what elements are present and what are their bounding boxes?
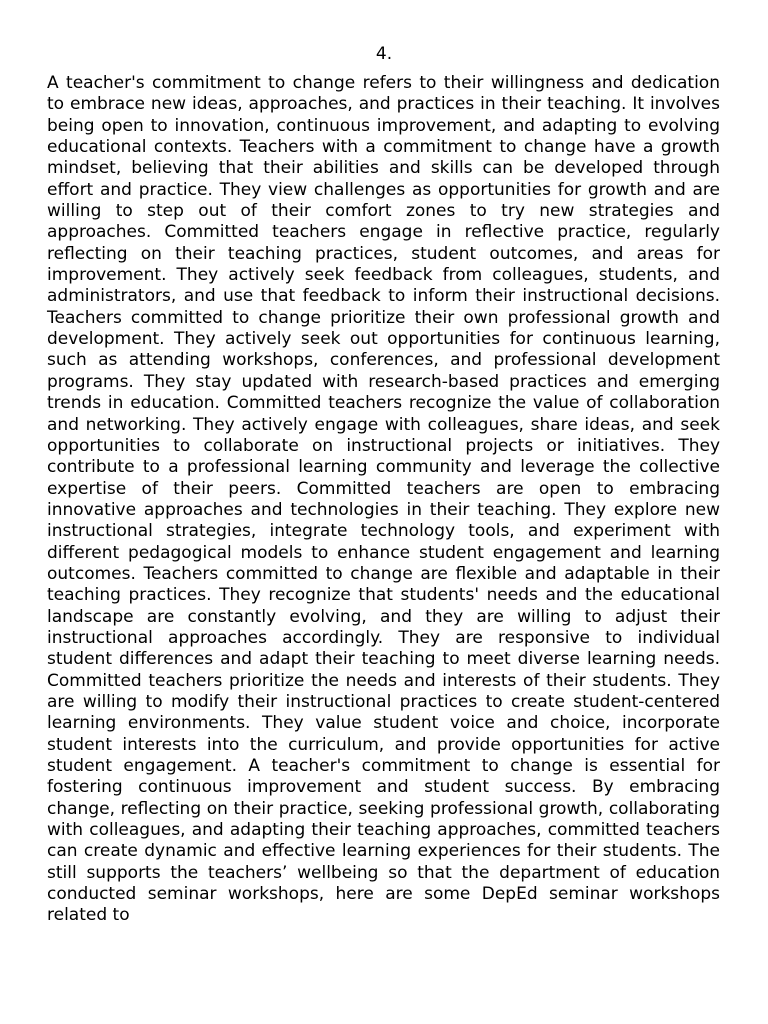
page-number: 4.	[375, 44, 393, 64]
body-paragraph: A teacher's commitment to change refers to their willingness and dedication to embrace new ideas, approaches, and practices in their teaching. It involves being open to innovation, continuous improvement, and adapting to evolving educational contexts. Teachers with a commitment to change have a growth mindset, believing that their abilities and skills can be developed through effort and practice. They view challenges as opportunities for growth and are willing to step out of their comfort zones to try new strategies and approaches. Committed teachers engage in reflective practice, regularly reflecting on their teaching practices, student outcomes, and areas for improvement. They actively seek feedback from colleagues, students, and administrators, and use that feedback to inform their instructional decisions. Teachers committed to change prioritize their own professional growth and development. They actively seek out opportunities for continuous learning, such as attending workshops, conferences, and professional development programs. They stay updated with research-based practices and emerging trends in education. Committed teachers recognize the value of collaboration and networking. They actively engage with colleagues, share ideas, and seek opportunities to collaborate on instructional projects or initiatives. They contribute to a professional learning community and leverage the collective expertise of their peers. Committed teachers are open to embracing innovative approaches and technologies in their teaching. They explore new instructional strategies, integrate technology tools, and experiment with different pedagogical models to enhance student engagement and learning outcomes. Teachers committed to change are flexible and adaptable in their teaching practices. They recognize that students' needs and the educational landscape are constantly evolving, and they are willing to adjust their instructional approaches accordingly. They are responsive to individual student differences and adapt their teaching to meet diverse learning needs. Committed teachers prioritize the needs and interests of their students. They are willing to modify their instructional practices to create student-centered learning environments. They value student voice and choice, incorporate student interests into the curriculum, and provide opportunities for active student engagement. A teacher's commitment to change is essential for fostering continuous improvement and student success. By embracing change, reflecting on their practice, seeking professional growth, collaborating with colleagues, and adapting their teaching approaches, committed teachers can create dynamic and effective learning experiences for their students. The still supports the teachers’ wellbeing so that the department of education conducted seminar workshops, here are some DepEd seminar workshops related to	[47, 73, 720, 926]
